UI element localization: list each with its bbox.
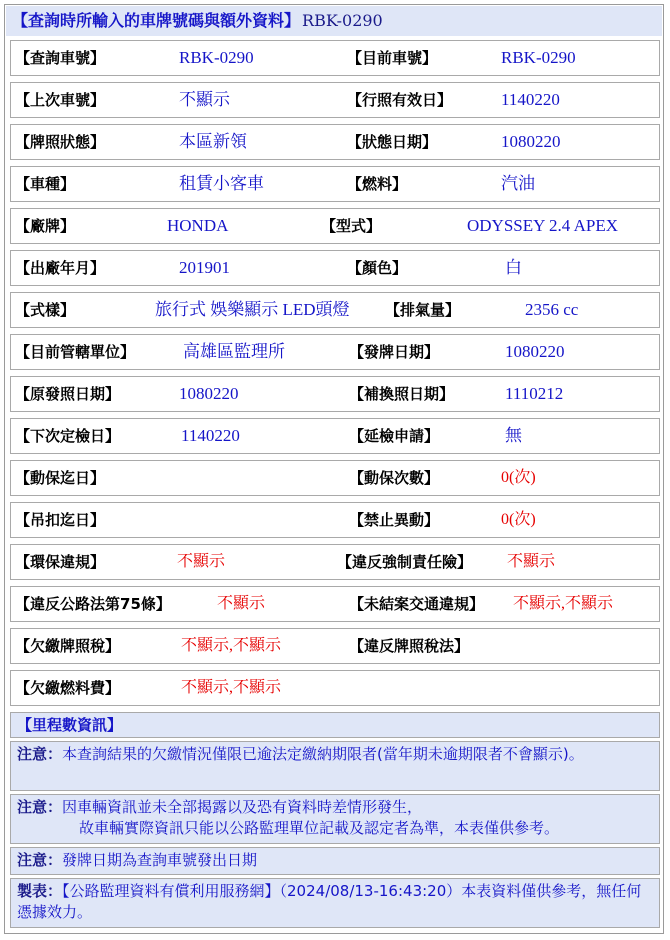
label-fuel: 【燃料】 bbox=[347, 175, 408, 193]
info-row bbox=[10, 460, 660, 496]
label-lien-end-date: 【動保迄日】 bbox=[15, 469, 106, 487]
header-plate: RBK-0290 bbox=[302, 11, 383, 30]
note-generated-by bbox=[10, 878, 660, 928]
note-label: 製表： bbox=[17, 882, 63, 900]
note-disclaimer bbox=[10, 794, 660, 844]
label-environmental-violation: 【環保違規】 bbox=[15, 553, 106, 571]
value-fuel: 汽油 bbox=[501, 174, 535, 193]
label-plate-status: 【牌照狀態】 bbox=[15, 133, 106, 151]
value-reissue-date: 1110212 bbox=[505, 384, 564, 403]
value-status-date: 1080220 bbox=[501, 132, 561, 151]
info-row bbox=[10, 124, 660, 160]
label-lien-count: 【動保次數】 bbox=[349, 469, 440, 487]
value-previous-plate: 不顯示 bbox=[179, 90, 230, 109]
value-inspection-extension: 無 bbox=[505, 426, 522, 445]
value-style: 旅行式 娛樂顯示 LED頭燈 bbox=[155, 300, 350, 319]
label-inspection-extension: 【延檢申請】 bbox=[349, 427, 440, 445]
info-row bbox=[10, 502, 660, 538]
label-unpaid-fuel-fee: 【欠繳燃料費】 bbox=[15, 679, 121, 697]
value-plate-status: 本區新領 bbox=[179, 132, 247, 151]
label-insurance-violation: 【違反強制責任險】 bbox=[337, 553, 473, 571]
label-style: 【式樣】 bbox=[15, 301, 76, 319]
label-license-valid-date: 【行照有效日】 bbox=[347, 91, 453, 109]
note-text: 【公路監理資料有償利用服務網】（2024/08/13-16:43:20）本表資料僅供參考，無任何憑據效力。 bbox=[17, 882, 642, 921]
label-current-plate: 【目前車號】 bbox=[347, 49, 438, 67]
value-environmental-violation: 不顯示 bbox=[177, 553, 226, 570]
label-status-date: 【狀態日期】 bbox=[347, 133, 438, 151]
label-unpaid-license-tax: 【欠繳牌照稅】 bbox=[15, 637, 121, 655]
value-vehicle-type: 租賃小客車 bbox=[179, 174, 264, 193]
value-insurance-violation: 不顯示 bbox=[507, 553, 556, 570]
label-model: 【型式】 bbox=[321, 217, 382, 235]
label-displacement: 【排氣量】 bbox=[385, 301, 461, 319]
note-text: 發牌日期為查詢車號發出日期 bbox=[62, 851, 258, 869]
info-row bbox=[10, 82, 660, 118]
label-suspension-end-date: 【吊扣迄日】 bbox=[15, 511, 106, 529]
value-original-license-date: 1080220 bbox=[179, 384, 239, 403]
label-license-tax-violation: 【違反牌照稅法】 bbox=[349, 637, 470, 655]
note-label: 注意： bbox=[17, 745, 63, 763]
report-header bbox=[6, 6, 662, 36]
info-row bbox=[10, 418, 660, 454]
note-issue-date bbox=[10, 847, 660, 875]
value-unpaid-license-tax: 不顯示,不顯示 bbox=[181, 637, 282, 654]
label-vehicle-type: 【車種】 bbox=[15, 175, 76, 193]
value-transfer-ban: 0(次) bbox=[501, 511, 536, 528]
value-jurisdiction: 高雄區監理所 bbox=[183, 342, 285, 361]
value-license-valid-date: 1140220 bbox=[501, 90, 560, 109]
label-previous-plate: 【上次車號】 bbox=[15, 91, 106, 109]
value-next-inspection: 1140220 bbox=[181, 426, 240, 445]
label-original-license-date: 【原發照日期】 bbox=[15, 385, 121, 403]
label-issue-date: 【發牌日期】 bbox=[349, 343, 440, 361]
note-arrears bbox=[10, 741, 660, 791]
info-row bbox=[10, 40, 660, 76]
value-current-plate: RBK-0290 bbox=[501, 48, 576, 67]
value-lien-count: 0(次) bbox=[501, 469, 536, 486]
label-color: 【顏色】 bbox=[347, 259, 408, 277]
label-highway-act-violation: 【違反公路法第75條】 bbox=[15, 595, 171, 613]
info-row bbox=[10, 166, 660, 202]
label-unsettled-traffic-violation: 【未結案交通違規】 bbox=[349, 595, 485, 613]
value-brand: HONDA bbox=[167, 216, 229, 235]
value-color: 白 bbox=[505, 258, 522, 277]
info-row bbox=[10, 292, 660, 328]
info-row bbox=[10, 544, 660, 580]
header-title: 【查詢時所輸入的車牌號碼與額外資料】 bbox=[12, 11, 301, 30]
label-brand: 【廠牌】 bbox=[15, 217, 76, 235]
label-manufacture-date: 【出廠年月】 bbox=[15, 259, 106, 277]
label-reissue-date: 【補換照日期】 bbox=[349, 385, 455, 403]
note-text: 本查詢結果的欠繳情況僅限已逾法定繳納期限者(當年期未逾期限者不會顯示)。 bbox=[62, 745, 584, 763]
note-text-line1: 因車輛資訊並未全部揭露以及恐有資料時差情形發生， bbox=[62, 798, 423, 816]
info-row bbox=[10, 670, 660, 706]
info-row bbox=[10, 334, 660, 370]
value-highway-act-violation: 不顯示 bbox=[217, 595, 266, 612]
info-row bbox=[10, 376, 660, 412]
note-text-line2: 故車輛實際資訊只能以公路監理單位記載及認定者為準，本表僅供參考。 bbox=[79, 819, 560, 837]
value-unsettled-traffic-violation: 不顯示,不顯示 bbox=[513, 595, 614, 612]
value-model: ODYSSEY 2.4 APEX bbox=[467, 216, 618, 235]
note-label: 注意： bbox=[17, 851, 63, 869]
label-next-inspection: 【下次定檢日】 bbox=[15, 427, 121, 445]
mileage-section-header: 【里程數資訊】 bbox=[10, 712, 660, 738]
info-row bbox=[10, 208, 660, 244]
value-displacement: 2356 cc bbox=[525, 300, 579, 319]
value-manufacture-date: 201901 bbox=[179, 258, 230, 277]
label-transfer-ban: 【禁止異動】 bbox=[349, 511, 440, 529]
value-query-plate: RBK-0290 bbox=[179, 48, 254, 67]
value-issue-date: 1080220 bbox=[505, 342, 565, 361]
info-row bbox=[10, 586, 660, 622]
info-row bbox=[10, 628, 660, 664]
info-row bbox=[10, 250, 660, 286]
label-query-plate: 【查詢車號】 bbox=[15, 49, 106, 67]
value-unpaid-fuel-fee: 不顯示,不顯示 bbox=[181, 679, 282, 696]
label-jurisdiction: 【目前管轄單位】 bbox=[15, 343, 136, 361]
note-label: 注意： bbox=[17, 798, 63, 816]
